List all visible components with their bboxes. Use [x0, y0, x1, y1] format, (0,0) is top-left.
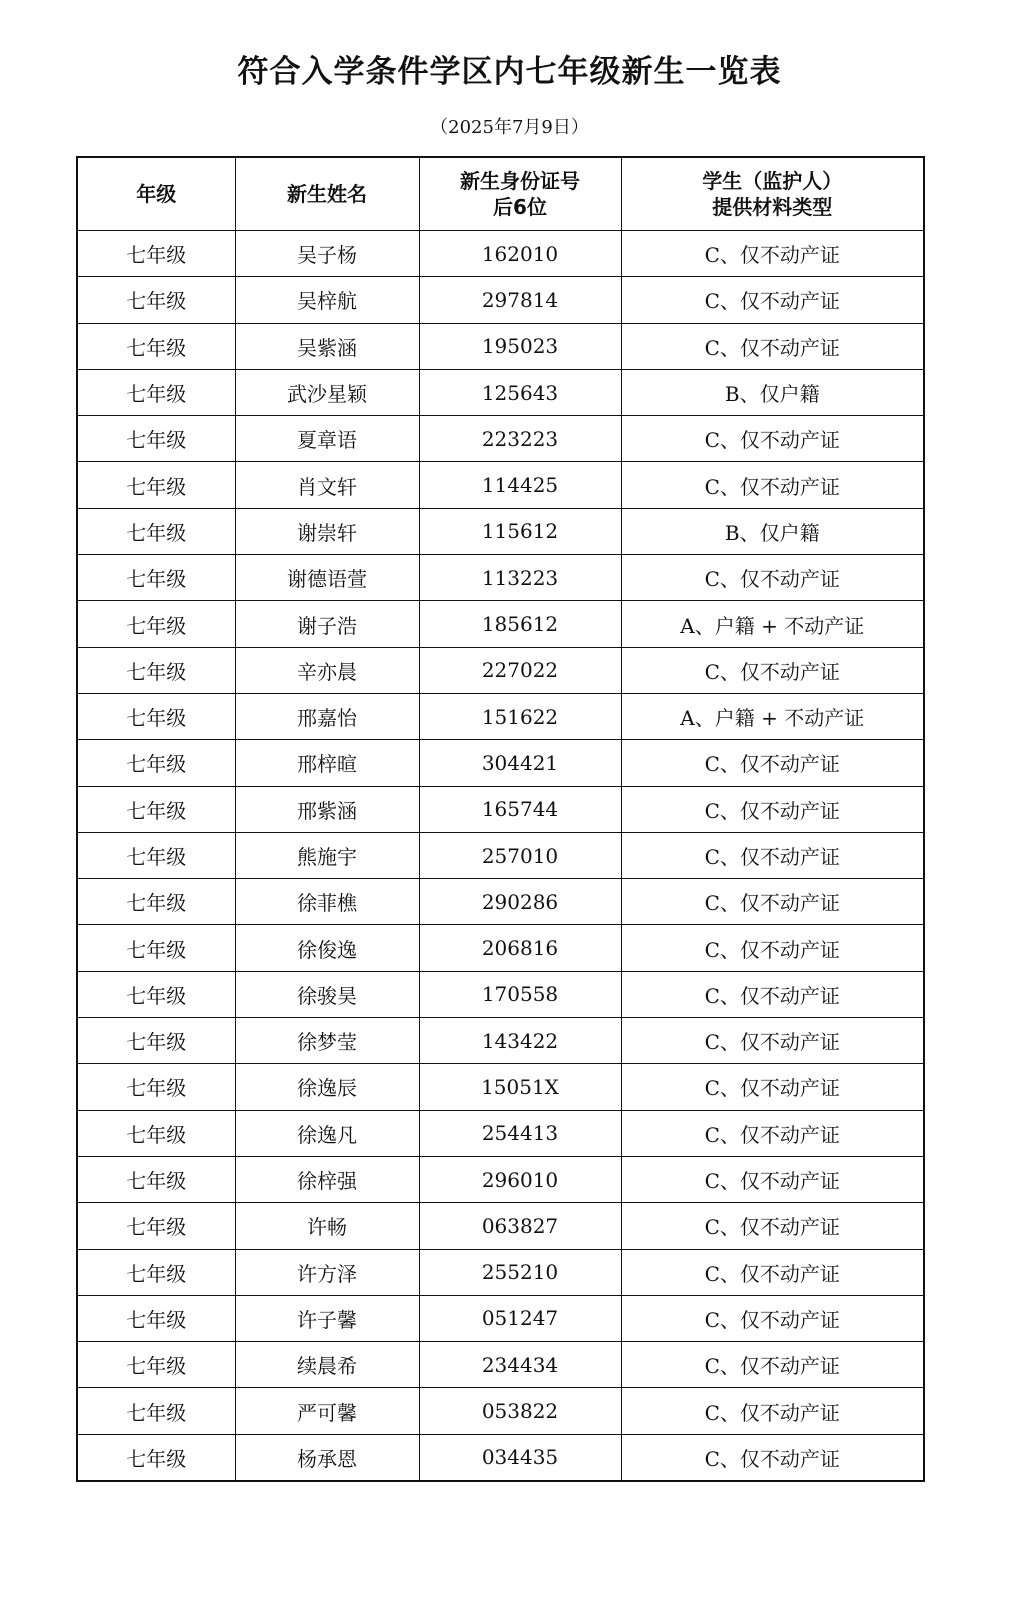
cell-student-name: 吴紫涵	[235, 323, 419, 369]
cell-id-last6: 296010	[419, 1156, 621, 1202]
cell-id-last6: 297814	[419, 277, 621, 323]
cell-grade: 七年级	[77, 786, 235, 832]
table-row	[77, 1110, 924, 1156]
cell-materials-type: C、仅不动产证	[621, 1203, 924, 1249]
cell-student-name: 邢嘉怡	[235, 693, 419, 739]
cell-id-last6: 254413	[419, 1110, 621, 1156]
cell-student-name: 吴梓航	[235, 277, 419, 323]
cell-grade: 七年级	[77, 462, 235, 508]
cell-materials-type: C、仅不动产证	[621, 1249, 924, 1295]
header-materials-label-line1: 学生（监护人）	[702, 169, 843, 193]
cell-id-last6: 151622	[419, 693, 621, 739]
cell-student-name: 辛亦晨	[235, 647, 419, 693]
cell-grade: 七年级	[77, 1295, 235, 1341]
cell-id-last6: 170558	[419, 971, 621, 1017]
cell-grade: 七年级	[77, 832, 235, 878]
cell-student-name: 徐梓强	[235, 1156, 419, 1202]
cell-student-name: 夏章语	[235, 416, 419, 462]
header-grade-label: 年级	[136, 182, 177, 206]
cell-grade: 七年级	[77, 1434, 235, 1481]
table-row	[77, 647, 924, 693]
cell-materials-type: C、仅不动产证	[621, 1156, 924, 1202]
document-title: 符合入学条件学区内七年级新生一览表	[237, 54, 782, 90]
table-row	[77, 693, 924, 739]
table-row	[77, 1203, 924, 1249]
table-row	[77, 1156, 924, 1202]
cell-materials-type: C、仅不动产证	[621, 323, 924, 369]
table-row	[77, 740, 924, 786]
table-row	[77, 1295, 924, 1341]
cell-student-name: 武沙星颖	[235, 369, 419, 415]
cell-id-last6: 162010	[419, 231, 621, 277]
cell-id-last6: 051247	[419, 1295, 621, 1341]
cell-materials-type: C、仅不动产证	[621, 925, 924, 971]
cell-student-name: 徐梦莹	[235, 1018, 419, 1064]
table-row	[77, 1249, 924, 1295]
cell-id-last6: 234434	[419, 1342, 621, 1388]
cell-grade: 七年级	[77, 231, 235, 277]
cell-materials-type: C、仅不动产证	[621, 1064, 924, 1110]
cell-grade: 七年级	[77, 601, 235, 647]
table-row	[77, 1018, 924, 1064]
header-materials-label-line2: 提供材料类型	[712, 195, 833, 219]
table-header	[77, 157, 924, 231]
cell-student-name: 徐骏昊	[235, 971, 419, 1017]
cell-materials-type: C、仅不动产证	[621, 231, 924, 277]
cell-materials-type: C、仅不动产证	[621, 832, 924, 878]
cell-id-last6: 227022	[419, 647, 621, 693]
cell-materials-type: C、仅不动产证	[621, 416, 924, 462]
cell-grade: 七年级	[77, 1249, 235, 1295]
cell-grade: 七年级	[77, 1342, 235, 1388]
header-grade	[77, 157, 235, 231]
cell-id-last6: 257010	[419, 832, 621, 878]
cell-grade: 七年级	[77, 971, 235, 1017]
cell-grade: 七年级	[77, 925, 235, 971]
table-row	[77, 601, 924, 647]
table-row	[77, 462, 924, 508]
cell-grade: 七年级	[77, 508, 235, 554]
cell-id-last6: 143422	[419, 1018, 621, 1064]
table-row	[77, 277, 924, 323]
cell-grade: 七年级	[77, 693, 235, 739]
table-row	[77, 786, 924, 832]
cell-id-last6: 063827	[419, 1203, 621, 1249]
cell-student-name: 许子馨	[235, 1295, 419, 1341]
cell-student-name: 肖文轩	[235, 462, 419, 508]
table-row	[77, 508, 924, 554]
header-name-label: 新生姓名	[287, 182, 367, 206]
cell-id-last6: 125643	[419, 369, 621, 415]
cell-id-last6: 053822	[419, 1388, 621, 1434]
cell-materials-type: B、仅户籍	[621, 508, 924, 554]
cell-materials-type: C、仅不动产证	[621, 971, 924, 1017]
cell-id-last6: 195023	[419, 323, 621, 369]
table-row	[77, 416, 924, 462]
header-id-label-line2: 后6位	[493, 195, 547, 219]
table-row	[77, 231, 924, 277]
cell-student-name: 谢德语萱	[235, 555, 419, 601]
cell-materials-type: C、仅不动产证	[621, 462, 924, 508]
cell-materials-type: C、仅不动产证	[621, 555, 924, 601]
table-row	[77, 971, 924, 1017]
table-row	[77, 1434, 924, 1481]
cell-grade: 七年级	[77, 323, 235, 369]
cell-student-name: 谢崇轩	[235, 508, 419, 554]
table-row	[77, 555, 924, 601]
table-row	[77, 879, 924, 925]
cell-materials-type: A、户籍 + 不动产证	[621, 693, 924, 739]
cell-id-last6: 165744	[419, 786, 621, 832]
cell-student-name: 邢紫涵	[235, 786, 419, 832]
cell-materials-type: C、仅不动产证	[621, 277, 924, 323]
cell-student-name: 熊施宇	[235, 832, 419, 878]
cell-grade: 七年级	[77, 555, 235, 601]
cell-id-last6: 290286	[419, 879, 621, 925]
cell-grade: 七年级	[77, 369, 235, 415]
cell-grade: 七年级	[77, 416, 235, 462]
cell-materials-type: C、仅不动产证	[621, 786, 924, 832]
cell-id-last6: 206816	[419, 925, 621, 971]
cell-materials-type: C、仅不动产证	[621, 1018, 924, 1064]
cell-grade: 七年级	[77, 1388, 235, 1434]
cell-grade: 七年级	[77, 1018, 235, 1064]
cell-materials-type: A、户籍 + 不动产证	[621, 601, 924, 647]
cell-materials-type: C、仅不动产证	[621, 740, 924, 786]
document-date: （2025年7月9日）	[430, 117, 589, 138]
cell-grade: 七年级	[77, 1064, 235, 1110]
cell-student-name: 许畅	[235, 1203, 419, 1249]
table-row	[77, 832, 924, 878]
cell-materials-type: C、仅不动产证	[621, 879, 924, 925]
table-row	[77, 369, 924, 415]
cell-grade: 七年级	[77, 1156, 235, 1202]
table-row	[77, 1342, 924, 1388]
cell-student-name: 续晨希	[235, 1342, 419, 1388]
cell-id-last6: 113223	[419, 555, 621, 601]
table-body	[77, 231, 924, 1482]
cell-grade: 七年级	[77, 647, 235, 693]
cell-materials-type: B、仅户籍	[621, 369, 924, 415]
cell-student-name: 徐逸凡	[235, 1110, 419, 1156]
table-row	[77, 323, 924, 369]
header-id-label-line1: 新生身份证号	[460, 169, 580, 193]
cell-materials-type: C、仅不动产证	[621, 1342, 924, 1388]
header-name	[235, 157, 419, 231]
cell-id-last6: 034435	[419, 1434, 621, 1481]
cell-id-last6: 115612	[419, 508, 621, 554]
cell-id-last6: 223223	[419, 416, 621, 462]
cell-materials-type: C、仅不动产证	[621, 1295, 924, 1341]
cell-student-name: 徐俊逸	[235, 925, 419, 971]
table-row	[77, 1388, 924, 1434]
header-row	[77, 157, 924, 231]
cell-grade: 七年级	[77, 1110, 235, 1156]
cell-grade: 七年级	[77, 740, 235, 786]
cell-student-name: 吴子杨	[235, 231, 419, 277]
cell-student-name: 徐菲樵	[235, 879, 419, 925]
table-row	[77, 1064, 924, 1110]
cell-id-last6: 304421	[419, 740, 621, 786]
cell-id-last6: 15051X	[419, 1064, 621, 1110]
cell-materials-type: C、仅不动产证	[621, 1388, 924, 1434]
cell-id-last6: 185612	[419, 601, 621, 647]
student-roster-table	[76, 156, 925, 1482]
cell-id-last6: 114425	[419, 462, 621, 508]
cell-grade: 七年级	[77, 879, 235, 925]
cell-student-name: 严可馨	[235, 1388, 419, 1434]
table-row	[77, 925, 924, 971]
cell-materials-type: C、仅不动产证	[621, 647, 924, 693]
header-materials	[621, 157, 924, 231]
cell-grade: 七年级	[77, 1203, 235, 1249]
cell-student-name: 许方泽	[235, 1249, 419, 1295]
cell-materials-type: C、仅不动产证	[621, 1434, 924, 1481]
cell-id-last6: 255210	[419, 1249, 621, 1295]
cell-student-name: 杨承恩	[235, 1434, 419, 1481]
header-id	[419, 157, 621, 231]
cell-student-name: 谢子浩	[235, 601, 419, 647]
cell-grade: 七年级	[77, 277, 235, 323]
cell-student-name: 徐逸辰	[235, 1064, 419, 1110]
cell-student-name: 邢梓暄	[235, 740, 419, 786]
cell-materials-type: C、仅不动产证	[621, 1110, 924, 1156]
